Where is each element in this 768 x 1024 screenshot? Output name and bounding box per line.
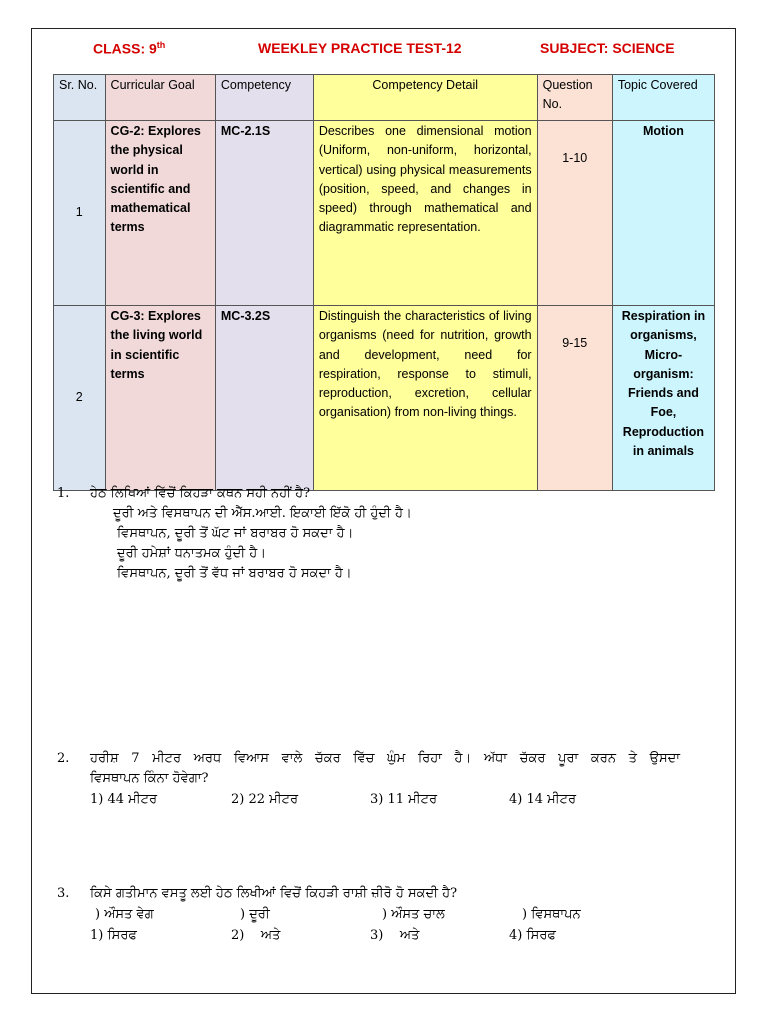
table-row bbox=[54, 121, 715, 306]
statement-option: ਵਿਸਥਾਪਨ, ਦੂਰੀ ਤੋਂ ਵੱਧ ਜਾਂ ਬਰਾਬਰ ਹੋ ਸਕਦਾ ਹੈ। bbox=[117, 566, 352, 581]
question-2 bbox=[0, 749, 768, 813]
row-questions: 1-10 bbox=[537, 121, 612, 306]
statement-option: ਵਿਸਥਾਪਨ, ਦੂਰੀ ਤੋਂ ਘੱਟ ਜਾਂ ਬਰਾਬਰ ਹੋ ਸਕਦਾ ਹੈ। bbox=[117, 526, 354, 541]
question-number: 2. bbox=[57, 751, 70, 766]
row-sr: 1 bbox=[54, 121, 106, 306]
header-competency: Competency bbox=[215, 75, 313, 121]
statement-option: ਦੂਰੀ ਹਮੇਸ਼ਾਂ ਧਨਾਤਮਕ ਹੁੰਦੀ ਹੈ। bbox=[117, 546, 266, 561]
answer-option: 1) ਸਿਰਫ bbox=[90, 928, 137, 943]
answer-option: 2) ਅਤੇ bbox=[231, 928, 281, 943]
curriculum-table bbox=[53, 74, 715, 491]
answer-option: 1) 44 ਮੀਟਰ bbox=[90, 792, 158, 807]
row-competency: MC-2.1S bbox=[215, 121, 313, 306]
question-number: 3. bbox=[57, 886, 70, 901]
quantity-item: ) ਵਿਸਥਾਪਨ bbox=[522, 907, 581, 922]
row-topic: Motion bbox=[612, 121, 714, 306]
test-title: WEEKLEY PRACTICE TEST-12 bbox=[258, 40, 462, 56]
header-detail: Competency Detail bbox=[313, 75, 537, 121]
class-superscript: th bbox=[156, 40, 166, 50]
answer-option: 4) 14 ਮੀਟਰ bbox=[509, 792, 577, 807]
question-text-continued: ਵਿਸਥਾਪਨ ਕਿੰਨਾ ਹੋਵੇਗਾ? bbox=[90, 771, 209, 786]
table-row bbox=[54, 306, 715, 491]
question-text: ਹੇਠ ਲਿਖਿਆਂ ਵਿੱਚੋਂ ਕਿਹੜਾ ਕਥਨ ਸਹੀ ਨਹੀਂ ਹੈ? bbox=[90, 486, 311, 501]
row-goal: CG-3: Explores the living world in scientific terms bbox=[105, 306, 215, 491]
header-sr: Sr. No. bbox=[54, 75, 106, 121]
quantity-item: ) ਔਸਤ ਵੇਗ bbox=[95, 907, 154, 922]
table-header-row bbox=[54, 75, 715, 121]
answer-option: 3) 11 ਮੀਟਰ bbox=[370, 792, 438, 807]
question-text: ਹਰੀਸ਼ 7 ਮੀਟਰ ਅਰਧ ਵਿਆਸ ਵਾਲੇ ਚੱਕਰ ਵਿੱਚ ਘੁੰਮ ਰਿਹਾ ਹੈ। ਅੱਧਾ ਚੱਕਰ ਪੂਰਾ ਕਰਨ ਤੇ ਉਸਦਾ bbox=[90, 751, 680, 766]
class-label: CLASS: 9th bbox=[93, 40, 166, 57]
quantity-item: ) ਦੂਰੀ bbox=[240, 907, 270, 922]
subject-label: SUBJECT: SCIENCE bbox=[540, 40, 675, 56]
quantity-item: ) ਔਸਤ ਚਾਲ bbox=[382, 907, 445, 922]
answer-option: 4) ਸਿਰਫ bbox=[509, 928, 556, 943]
statement-option: ਦੂਰੀ ਅਤੇ ਵਿਸਥਾਪਨ ਦੀ ਐੱਸ.ਆਈ. ਇਕਾਈ ਇੱਕੋ ਹੀ ਹੁੰਦੀ ਹੈ। bbox=[113, 506, 412, 521]
question-3 bbox=[0, 884, 768, 948]
question-text: ਕਿਸੇ ਗਤੀਮਾਨ ਵਸਤੂ ਲਈ ਹੇਠ ਲਿਖੀਆਂ ਵਿਚੋਂ ਕਿਹੜੀ ਰਾਸ਼ੀ ਜ਼ੀਰੋ ਹੋ ਸਕਦੀ ਹੈ? bbox=[90, 886, 458, 901]
row-detail: Describes one dimensional motion (Uniform, non-uniform, horizontal, vertical) using physical measurements (position, speed, and changes in speed) through mathematical and diagrammatic representation. bbox=[313, 121, 537, 306]
row-sr: 2 bbox=[54, 306, 106, 491]
row-topic: Respiration in organisms, Micro-organism: Friends and Foe, Reproduction in animals bbox=[612, 306, 714, 491]
question-number: 1. bbox=[57, 486, 70, 501]
answer-option: 2) 22 ਮੀਟਰ bbox=[231, 792, 299, 807]
row-competency: MC-3.2S bbox=[215, 306, 313, 491]
row-questions: 9-15 bbox=[537, 306, 612, 491]
header-question: Question No. bbox=[537, 75, 612, 121]
row-goal: CG-2: Explores the physical world in scientific and mathematical terms bbox=[105, 121, 215, 306]
header-topic: Topic Covered bbox=[612, 75, 714, 121]
header-goal: Curricular Goal bbox=[105, 75, 215, 121]
answer-option: 3) ਅਤੇ bbox=[370, 928, 420, 943]
row-detail: Distinguish the characteristics of living organisms (need for nutrition, growth and development, need for respiration, response to stimuli, reproduction, excretion, cellular organisation) from non-living things. bbox=[313, 306, 537, 491]
question-1 bbox=[0, 484, 768, 584]
